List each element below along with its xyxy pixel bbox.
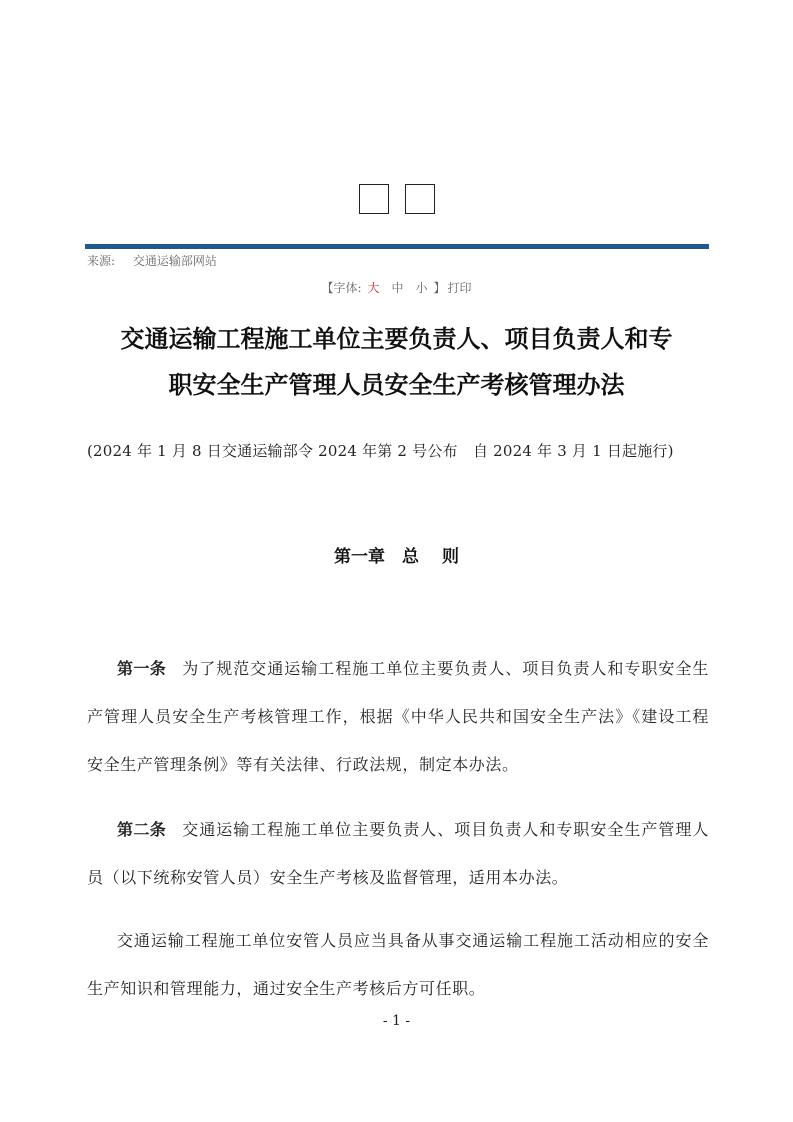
document-title — [70, 316, 723, 408]
font-size-large-link[interactable]: 大 — [367, 281, 380, 295]
header-divider — [85, 244, 709, 249]
header-placeholder-boxes — [0, 184, 793, 216]
source-value: 交通运输部网站 — [132, 254, 217, 268]
article-number: 第二条 — [117, 820, 167, 839]
header-box-right — [405, 184, 435, 214]
header-box-left — [359, 184, 389, 214]
page-number: - 1 - — [382, 1013, 411, 1029]
article-text: 交通运输工程施工单位主要负责人、项目负责人和专职安全生产管理人员（以下统称安管人员）安全生产考核及监督管理，适用本办法。 — [87, 820, 709, 887]
title-line-2: 职安全生产管理人员安全生产考核管理办法 — [168, 371, 625, 399]
font-size-medium-link[interactable]: 中 — [391, 281, 404, 295]
source-label: 来源: — [87, 254, 116, 268]
article-text: 交通运输工程施工单位安管人员应当具备从事交通运输工程施工活动相应的安全生产知识和管理能力，通过安全生产考核后方可任职。 — [87, 931, 709, 998]
article-paragraph — [87, 917, 709, 1013]
article-text: 为了规范交通运输工程施工单位主要负责人、项目负责人和专职安全生产管理人员安全生产考核管理工作，根据《中华人民共和国安全生产法》《建设工程安全生产管理条例》等有关法律、行政法规，制定本办法。 — [87, 659, 709, 774]
article-number: 第一条 — [117, 659, 167, 678]
font-size-open: 【字体: — [321, 281, 362, 295]
print-link[interactable]: 打印 — [447, 281, 472, 295]
article-paragraph — [87, 645, 709, 789]
font-size-selector — [0, 279, 793, 296]
publication-note: (2024 年 1 月 8 日交通运输部令 2024 年第 2 号公布 自 2024 年 3 月 1 日起施行) — [87, 442, 674, 460]
source-line — [87, 252, 217, 269]
chapter-heading: 第一章 总 则 — [334, 547, 459, 567]
font-size-small-link[interactable]: 小 — [415, 281, 428, 295]
font-size-close: 】 — [433, 281, 446, 295]
article-paragraph — [87, 806, 709, 902]
title-line-1: 交通运输工程施工单位主要负责人、项目负责人和专 — [120, 325, 673, 353]
